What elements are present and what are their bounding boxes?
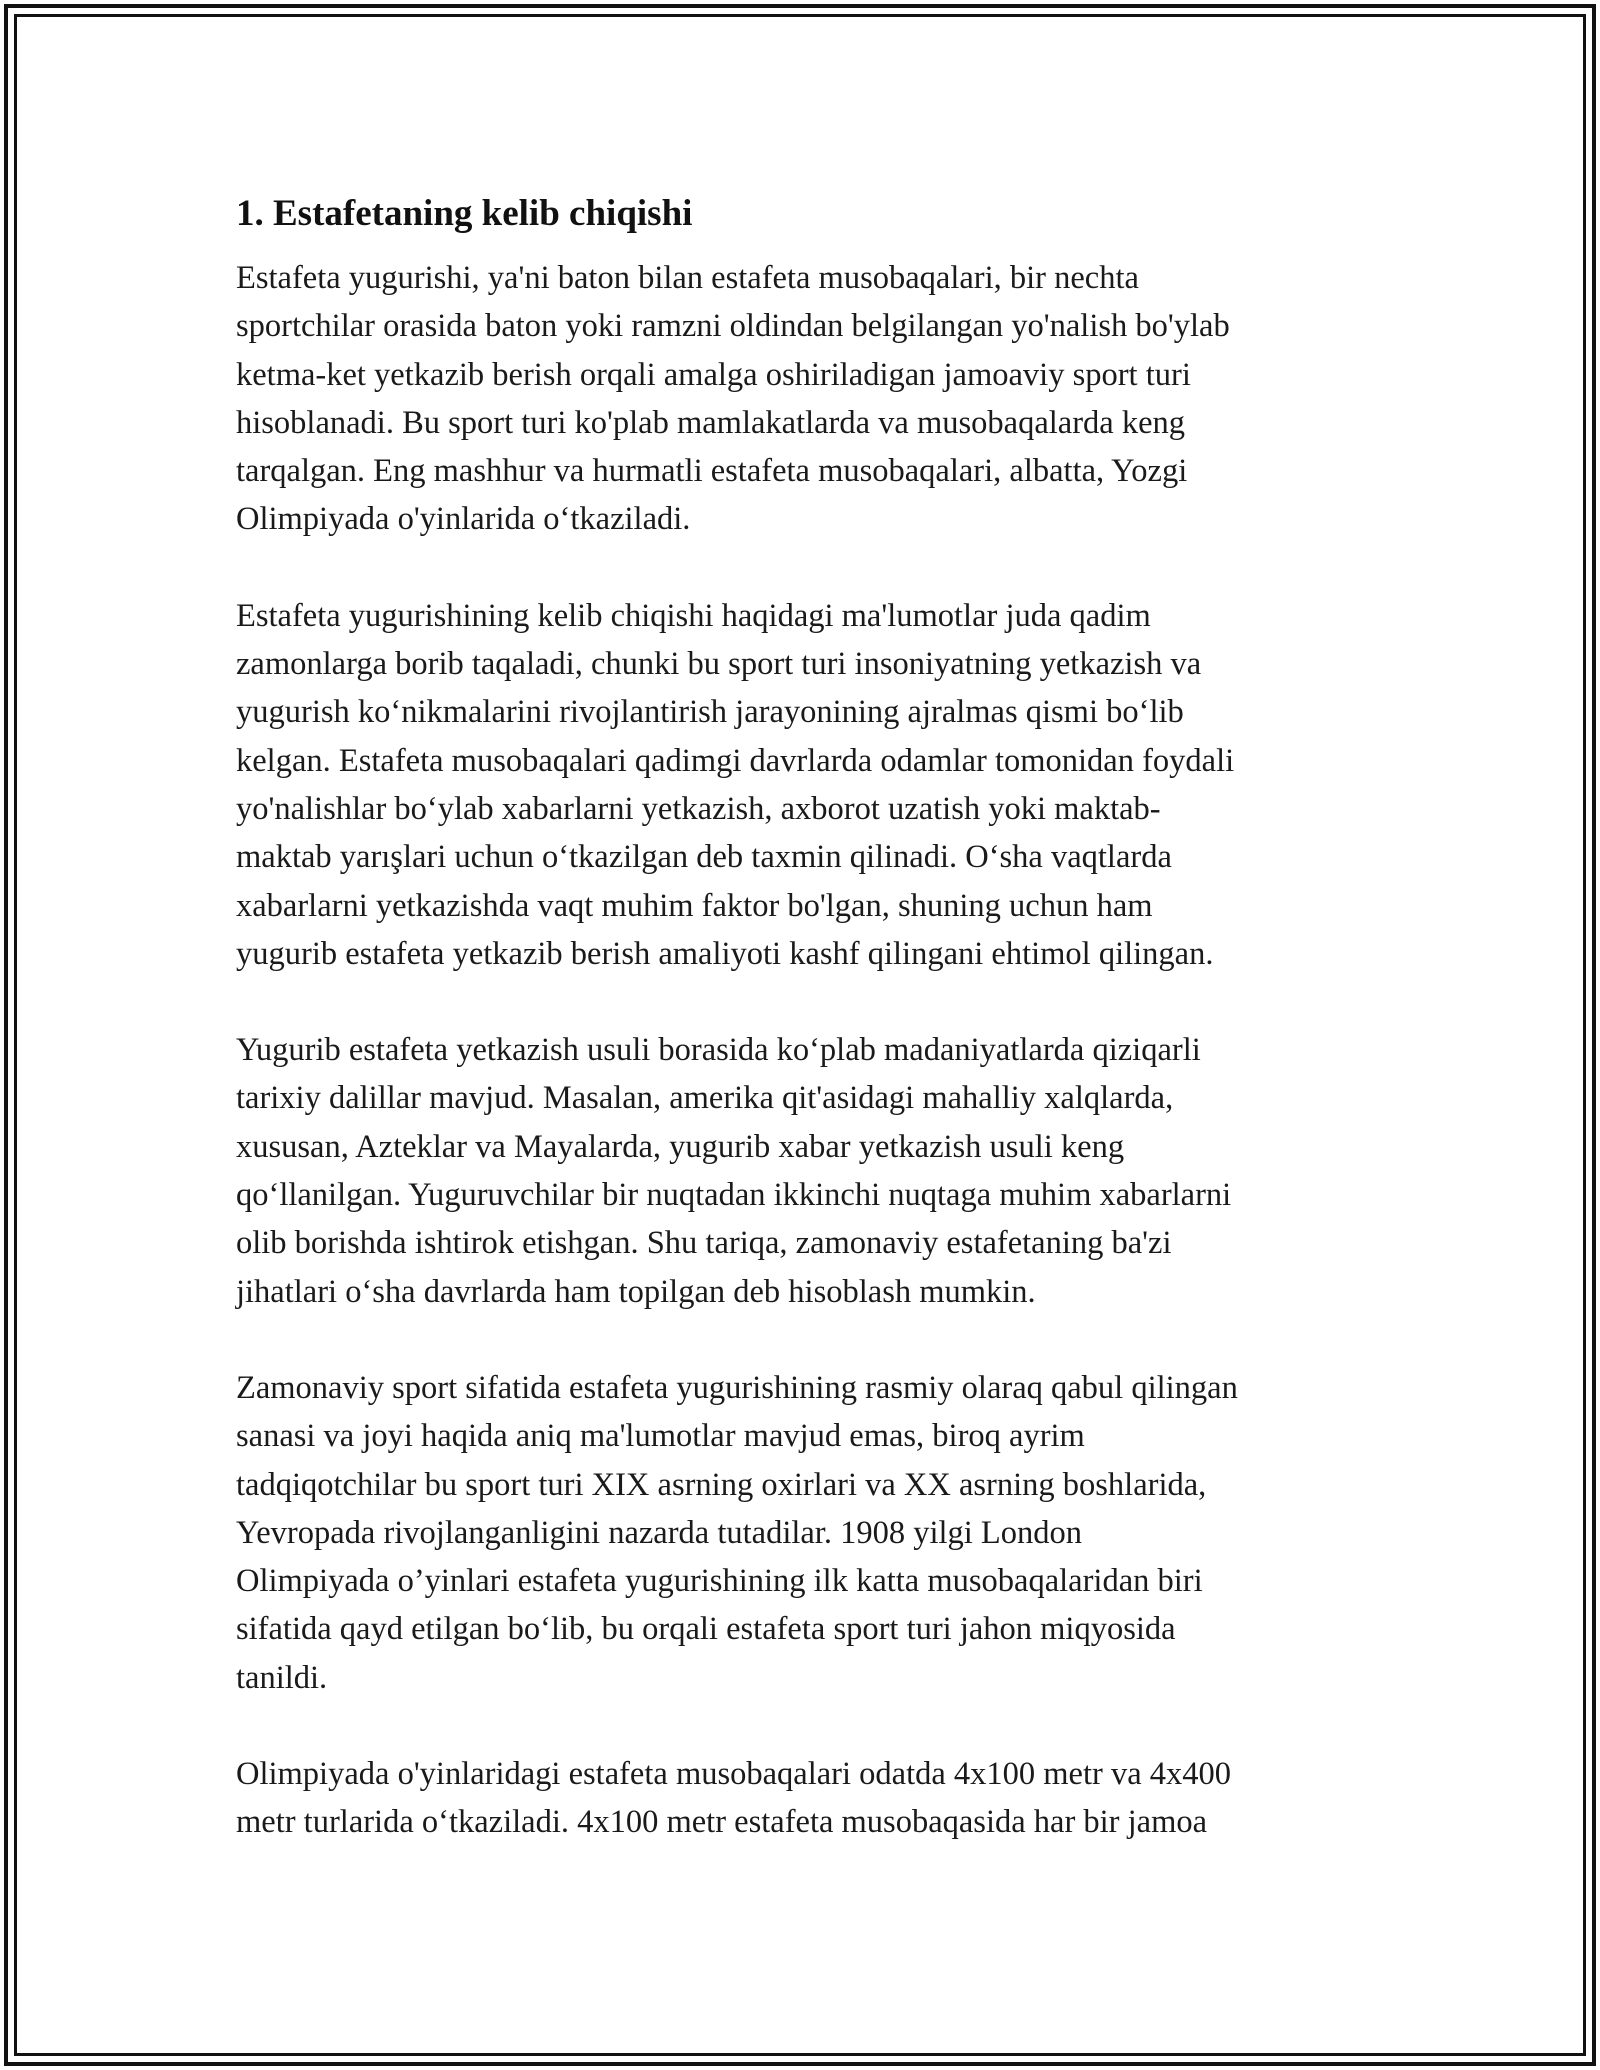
paragraph-line: sifatida qayd etilgan bo‘lib, bu orqali estafeta sport turi jahon miqyosida — [236, 1611, 1176, 1648]
paragraph-line: Yevropada rivojlanganligini nazarda tutadilar. 1908 yilgi London — [236, 1514, 1083, 1551]
paragraph-line: tarixiy dalillar mavjud. Masalan, amerika qit'asidagi mahalliy xalqlarda, — [236, 1080, 1174, 1117]
paragraph-line: tarqalgan. Eng mashhur va hurmatli estafeta musobaqalari, albatta, Yozgi — [236, 453, 1188, 490]
paragraph-line: metr turlarida o‘tkaziladi. 4x100 metr estafeta musobaqasida har bir jamoa — [236, 1804, 1208, 1841]
document-body — [236, 186, 1376, 1895]
paragraph-line: yugurib estafeta yetkazib berish amaliyoti kashf qilingani ehtimol qilingan. — [236, 935, 1214, 972]
paragraph-line: maktab yarışlari uchun o‘tkazilgan deb taxmin qilinadi. O‘sha vaqtlarda — [236, 839, 1172, 876]
paragraph-line: yugurish ko‘nikmalarini rivojlantirish jarayonining ajralmas qismi bo‘lib — [236, 694, 1184, 731]
paragraph-line: jihatlari o‘sha davrlarda ham topilgan deb hisoblash mumkin. — [236, 1273, 1036, 1310]
paragraph-line: hisoblanadi. Bu sport turi ko'plab mamlakatlarda va musobaqalarda keng — [236, 404, 1186, 441]
paragraph-line: yo'nalishlar bo‘ylab xabarlarni yetkazish, axborot uzatish yoki maktab- — [236, 790, 1161, 827]
paragraph-5 — [236, 1750, 1376, 1847]
paragraph-line: Olimpiyada o’yinlari estafeta yugurishining ilk katta musobaqalaridan biri — [236, 1563, 1203, 1600]
paragraph-line: Estafeta yugurishi, ya'ni baton bilan estafeta musobaqalari, bir nechta — [236, 260, 1139, 296]
paragraph-1 — [236, 254, 1376, 544]
paragraph-4 — [236, 1364, 1376, 1702]
paragraph-line: Olimpiyada o'yinlaridagi estafeta musobaqalari odatda 4x100 metr va 4x400 — [236, 1756, 1232, 1793]
paragraph-line: Olimpiyada o'yinlarida o‘tkaziladi. — [236, 501, 691, 538]
paragraph-line: xususan, Azteklar va Mayalarda, yugurib xabar yetkazish usuli keng — [236, 1128, 1125, 1165]
section-heading: 1. Estafetaning kelib chiqishi — [236, 193, 693, 234]
paragraph-3 — [236, 1026, 1376, 1316]
paragraph-line: tadqiqotchilar bu sport turi XIX asrning oxirlari va XX asrning boshlarida, — [236, 1466, 1207, 1503]
paragraph-line: Yugurib estafeta yetkazish usuli borasida ko‘plab madaniyatlarda qiziqarli — [236, 1032, 1201, 1069]
paragraph-line: sanasi va joyi haqida aniq ma'lumotlar mavjud emas, biroq ayrim — [236, 1418, 1085, 1455]
paragraph-2 — [236, 592, 1376, 978]
paragraph-line: tanildi. — [236, 1659, 328, 1696]
paragraph-line: olib borishda ishtirok etishgan. Shu tariqa, zamonaviy estafetaning ba'zi — [236, 1225, 1172, 1262]
paragraph-line: ketma-ket yetkazib berish orqali amalga oshiriladigan jamoaviy sport turi — [236, 356, 1191, 393]
paragraph-line: kelgan. Estafeta musobaqalari qadimgi davrlarda odamlar tomonidan foydali — [236, 742, 1235, 779]
paragraph-line: zamonlarga borib taqaladi, chunki bu sport turi insoniyatning yetkazish va — [236, 646, 1202, 683]
paragraph-line: sportchilar orasida baton yoki ramzni oldindan belgilangan yo'nalish bo'ylab — [236, 308, 1230, 345]
paragraph-line: Zamonaviy sport sifatida estafeta yugurishining rasmiy olaraq qabul qilingan — [236, 1369, 1238, 1406]
paragraph-line: qo‘llanilgan. Yuguruvchilar bir nuqtadan ikkinchi nuqtaga muhim xabarlarni — [236, 1177, 1232, 1214]
paragraph-line: Estafeta yugurishining kelib chiqishi haqidagi ma'lumotlar juda qadim — [236, 597, 1151, 634]
paragraph-line: xabarlarni yetkazishda vaqt muhim faktor bo'lgan, shuning uchun ham — [236, 887, 1153, 924]
